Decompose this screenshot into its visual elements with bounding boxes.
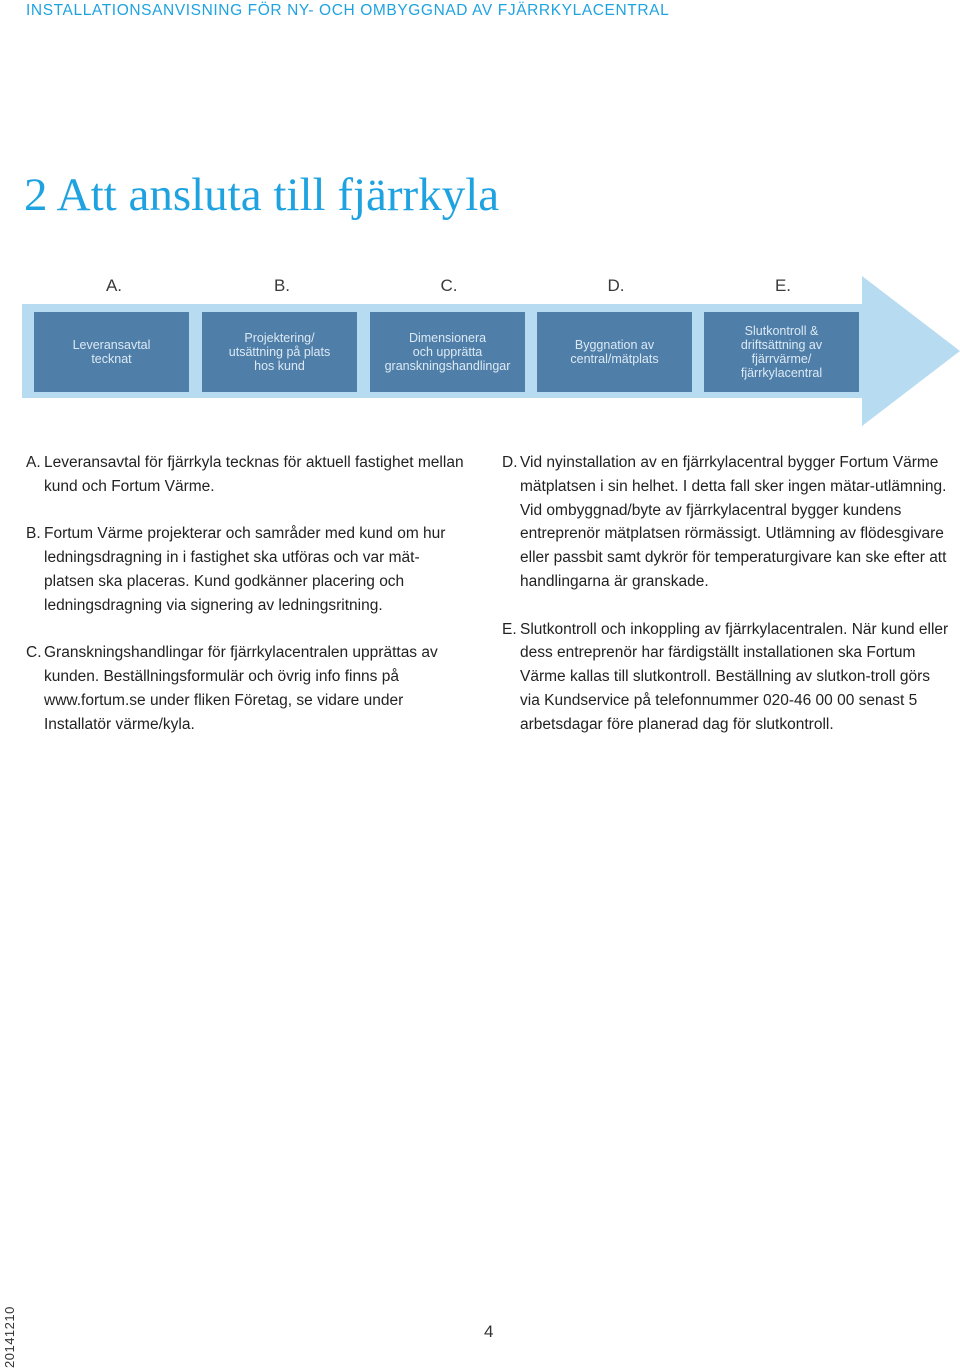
step-box-d xyxy=(537,312,692,392)
section-d-text: Vid nyinstallation av en fjärrkylacentral bygger Fortum Värme mätplatsen i sin helhet. I detta fall sker ingen mätar-utlämning. Vid ombyggnad/byte av fjärrkylacentral bygger kundens entreprenör mätplatsen rörmässigt. Utlämning av flödesgivare eller passbit samt dykrör för temperaturgivare kan ske efter att handlingarna är granskade. xyxy=(520,454,947,590)
section-a-text: Leveransavtal för fjärrkyla tecknas för aktuell fastighet mellan kund och Fortum Värme. xyxy=(44,454,464,495)
step-label-b: Projektering/ utsättning på plats hos kund xyxy=(228,331,331,373)
section-d xyxy=(502,451,952,594)
section-b-label: B. xyxy=(26,525,41,543)
section-b xyxy=(26,522,466,617)
page-number: 4 xyxy=(484,1322,494,1341)
step-letter-c: C. xyxy=(440,276,458,295)
section-a-label: A. xyxy=(26,454,41,471)
section-c-label: C. xyxy=(26,644,42,662)
step-box-e xyxy=(704,312,859,392)
section-e xyxy=(502,618,952,737)
step-letter-e: E. xyxy=(774,276,792,295)
step-box-a xyxy=(34,312,189,392)
step-label-c: Dimensionera och upprätta granskningshandlingar xyxy=(384,331,511,373)
process-flow xyxy=(22,276,960,426)
step-label-e: Slutkontroll & driftsättning av fjärrvärme/ fjärrkylacentral xyxy=(740,324,823,380)
date-code: 20141210 xyxy=(2,1306,17,1368)
step-letter-d: D. xyxy=(607,276,625,295)
page-title: 2 Att ansluta till fjärrkyla xyxy=(24,169,500,221)
step-letter-b: B. xyxy=(273,276,291,295)
left-column xyxy=(26,451,466,760)
section-d-label: D. xyxy=(502,454,518,471)
section-e-label: E. xyxy=(502,620,517,638)
section-a xyxy=(26,451,466,499)
right-column xyxy=(502,451,952,760)
section-e-text: Slutkontroll och inkoppling av fjärrkylacentralen. När kund eller dess entreprenör har färdigställt installationen ska Fortum Värme kallas till slutkontroll. Beställning av slutkon-troll görs via Kundservice på telefonnummer 020-46 00 00 senast 5 arbetsdagar före planerad dag för slutkontroll. xyxy=(520,620,949,733)
section-c-text: Granskningshandlingar för fjärrkylacentralen upprättas av kunden. Beställningsformulär och övrig info finns på www.fortum.se under fliken Företag, se vidare under Installatör värme/kyla. xyxy=(44,644,438,733)
step-label-a: Leveransavtal tecknat xyxy=(72,338,151,366)
step-letter-a: A. xyxy=(105,276,123,295)
step-box-b xyxy=(202,312,357,392)
section-c xyxy=(26,641,466,736)
step-label-d: Byggnation av central/mätplats xyxy=(570,338,659,366)
document-header: INSTALLATIONSANVISNING FÖR NY- OCH OMBYGGNAD AV FJÄRRKYLACENTRAL xyxy=(26,2,670,19)
section-b-text: Fortum Värme projekterar och samråder med kund om hur ledningsdragning in i fastighet ska utföras och var mät-platsen ska placeras. Kund godkänner placering och ledningsdragning via signering av ledningsritning. xyxy=(44,525,446,614)
step-box-c xyxy=(370,312,525,392)
